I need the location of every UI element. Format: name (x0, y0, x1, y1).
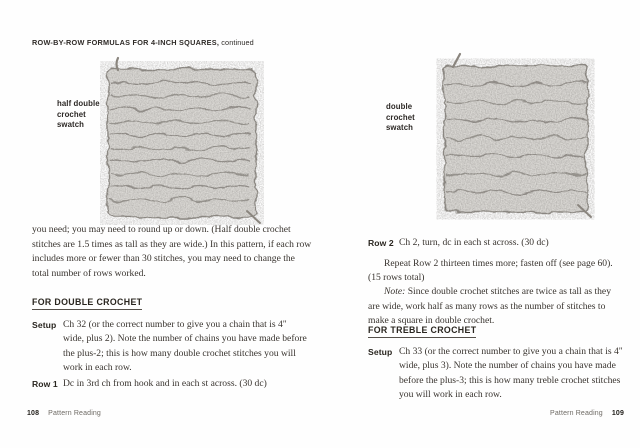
left-page-footer (27, 410, 101, 417)
left-setup-text: Ch 32 (or the correct number to give you a chain that is 4" wide, plus 2). Note the number of chains you have made before the plus-2; this is how many double crochet stitches you will work in each row. (63, 319, 307, 373)
right-footer-section: Pattern Reading (550, 410, 603, 417)
double-crochet-swatch-illustration (434, 52, 596, 220)
left-footer-section: Pattern Reading (48, 410, 101, 417)
right-section-heading: FOR TREBLE CROCHET (368, 325, 476, 338)
right-body-paragraphs (368, 257, 624, 328)
left-swatch-label (57, 99, 100, 131)
running-head-continued: continued (219, 38, 254, 47)
right-setup-label: Setup (368, 346, 393, 357)
right-page-number: 109 (611, 410, 624, 417)
left-setup-entry (32, 318, 310, 375)
half-double-crochet-swatch-illustration (97, 56, 265, 226)
note-text: Since double crochet stitches are twice as tall as they are wide, work half as many rows as the number of stitches to make a square in double crochet. (368, 286, 611, 326)
note-paragraph (368, 285, 624, 328)
right-row2-entry (368, 236, 623, 250)
left-row1-label: Row 1 (32, 378, 58, 389)
right-setup-entry (368, 345, 624, 402)
left-swatch-label-line2: crochet (57, 109, 86, 119)
running-head-title: ROW-BY-ROW FORMULAS FOR 4-INCH SQUARES, (32, 38, 220, 47)
left-row1-entry (32, 377, 310, 391)
left-page-number: 108 (27, 410, 40, 417)
right-swatch-label (386, 102, 415, 134)
running-head (32, 38, 254, 47)
right-page-footer (550, 410, 624, 417)
right-setup-text: Ch 33 (or the correct number to give you a chain that is 4" wide, plus 3). Note the number of chains you have made before the plus-3; this is how many treble crochet stitches you will work in each row. (399, 346, 623, 400)
right-row2-label: Row 2 (368, 237, 394, 248)
right-swatch-label-line1: double (386, 102, 413, 111)
left-setup-label: Setup (32, 319, 57, 330)
right-row2-text: Ch 2, turn, dc in each st across. (30 dc) (399, 237, 549, 248)
left-section-heading: FOR DOUBLE CROCHET (32, 297, 142, 310)
left-intro-paragraph: you need; you may need to round up or down. (Half double crochet stitches are 1.5 times as tall as they are wide.) In this pattern, if each row includes more or fewer than 30 stitches, you may need to change the total number of rows worked. (32, 224, 312, 279)
left-swatch-label-line1: half double (57, 99, 100, 108)
repeat-paragraph: Repeat Row 2 thirteen times more; fasten off (see page 60). (15 rows total) (368, 258, 613, 284)
right-swatch-label-line2: crochet (386, 112, 415, 122)
note-label: Note: (384, 286, 406, 298)
right-swatch-label-line3: swatch (386, 123, 414, 133)
left-row1-text: Dc in 3rd ch from hook and in each st across. (30 dc) (63, 378, 267, 389)
left-swatch-label-line3: swatch (57, 120, 85, 130)
